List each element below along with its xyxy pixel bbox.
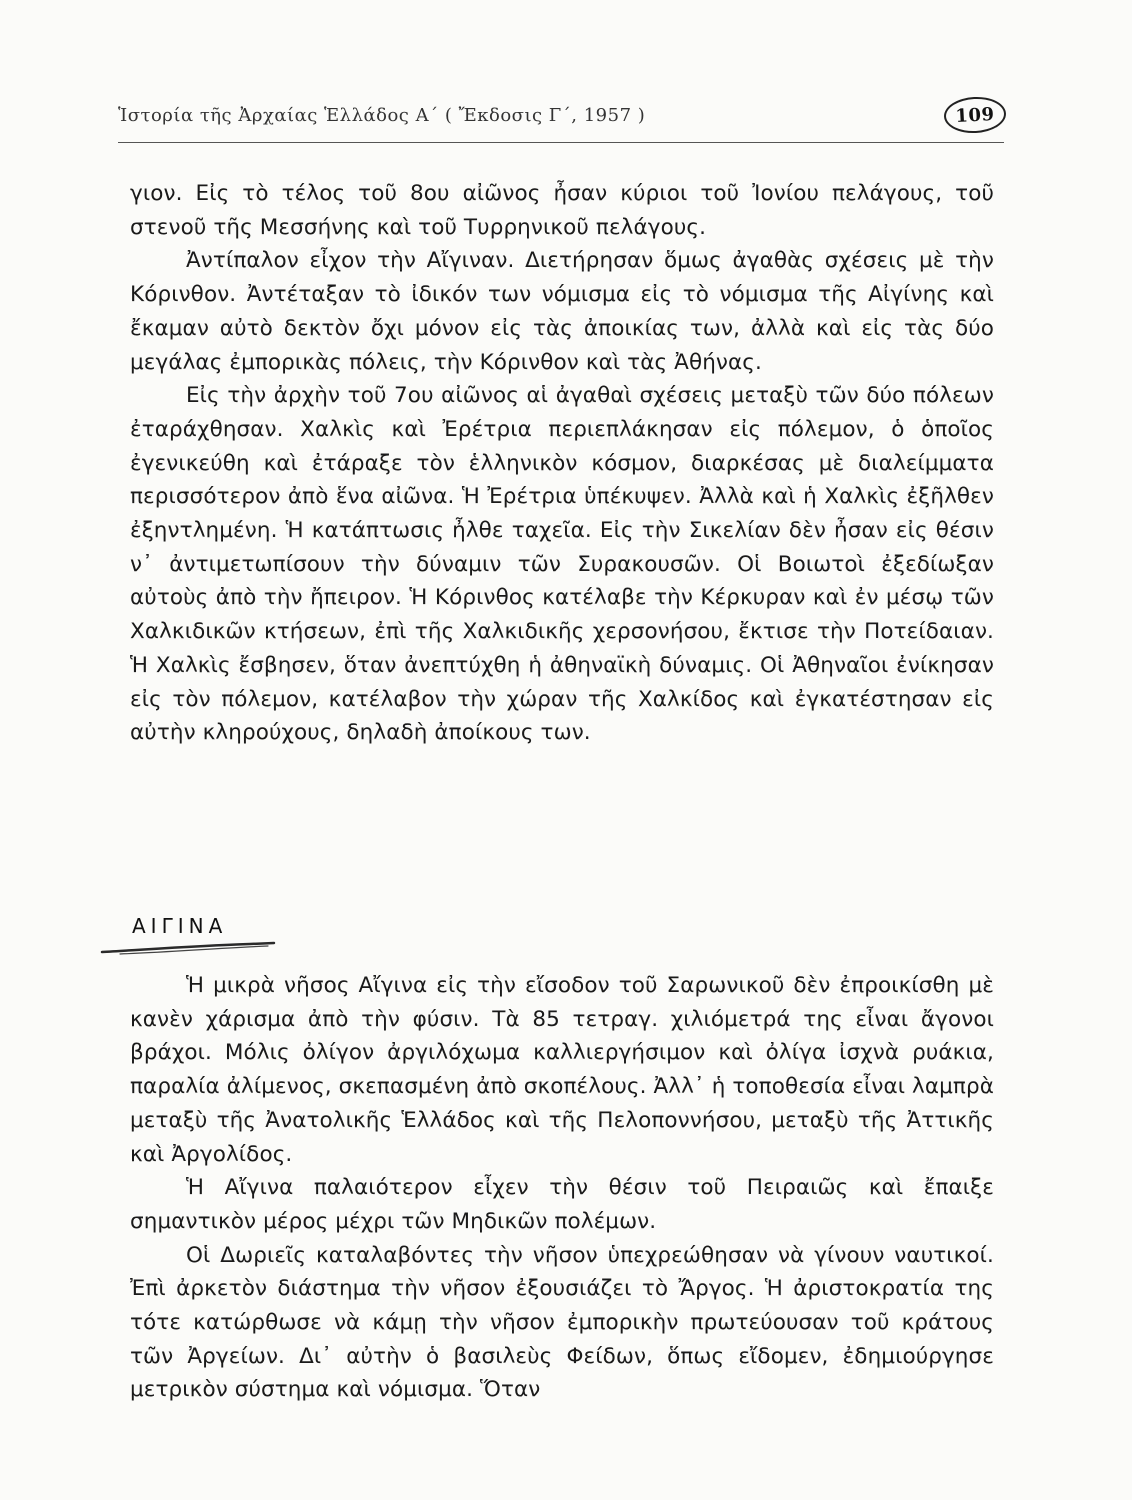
page-number: 109 [943,95,1007,134]
section-aegina [130,969,994,1407]
paragraph: Ἡ μικρὰ νῆσος Αἴγινα εἰς τὴν εἴσοδον τοῦ Σαρωνικοῦ δὲν ἐπροικίσθη μὲ κανὲν χάρισμα ἀπὸ τὴν φύσιν. Τὰ 85 τετραγ. χιλιόμετρά της εἶναι ἄγονοι βράχοι. Μόλις ὀλίγον ἀργιλόχωμα καλλιεργήσιμον καὶ ὀλίγα ἰσχνὰ ρυάκια, παραλία ἀλίμενος, σκεπασμένη ἀπὸ σκοπέλους. Ἀλλ᾽ ἡ τοποθεσία εἶναι λαμπρὰ μεταξὺ τῆς Ἀνατολικῆς Ἑλλάδος καὶ τῆς Πελοποννήσου, μεταξὺ τῆς Ἀττικῆς καὶ Ἀργολίδος. [130,973,994,1167]
header-rule [118,142,1004,143]
paragraph: γιον. Εἰς τὸ τέλος τοῦ 8ου αἰῶνος ἦσαν κύριοι τοῦ Ἰονίου πελάγους, τοῦ στενοῦ τῆς Μεσσήνης καὶ τοῦ Τυρρηνικοῦ πελάγους. [130,181,994,240]
paragraph: Εἰς τὴν ἀρχὴν τοῦ 7ου αἰῶνος αἱ ἀγαθαὶ σχέσεις μεταξὺ τῶν δύο πόλεων ἐταράχθησαν. Χαλκὶς καὶ Ἐρέτρια περιεπλάκησαν εἰς πόλεμον, ὁ ὁποῖος ἐγενικεύθη καὶ ἐτάραξε τὸν ἑλληνικὸν κόσμον, διαρκέσας μὲ διαλείμματα περισσότερον ἀπὸ ἕνα αἰῶνα. Ἡ Ἐρέτρια ὑπέκυψεν. Ἀλλὰ καὶ ἡ Χαλκὶς ἐξῆλθεν ἐξηντλημένη. Ἡ κατάπτωσις ἦλθε ταχεῖα. Εἰς τὴν Σικελίαν δὲν ἦσαν εἰς θέσιν ν᾽ ἀντιμετωπίσουν τὴν δύναμιν τῶν Συρακουσῶν. Οἱ Βοιωτοὶ ἐξεδίωξαν αὐτοὺς ἀπὸ τὴν ἤπειρον. Ἡ Κόρινθος κατέλαβε τὴν Κέρκυραν καὶ ἐν μέσῳ τῶν Χαλκιδικῶν κτήσεων, ἐπὶ τῆς Χαλκιδικῆς χερσονήσου, ἔκτισε τὴν Ποτείδαιαν. Ἡ Χαλκὶς ἔσβησεν, ὅταν ἀνεπτύχθη ἡ ἀθηναϊκὴ δύναμις. Οἱ Ἀθηναῖοι ἐνίκησαν εἰς τὸν πόλεμον, κατέλαβον τὴν χώραν τῆς Χαλκίδος καὶ ἐγκατέστησαν εἰς αὐτὴν κληρούχους, δηλαδὴ ἀποίκους των. [130,383,994,746]
section-continuation [130,177,994,750]
running-header [118,101,1002,131]
header-title: Ἱστορία τῆς Ἀρχαίας Ἑλλάδος Α΄ ( Ἔκδοσις Γ΄, 1957 ) [118,105,646,126]
handwritten-underline [100,938,280,958]
paragraph: Οἱ Δωριεῖς καταλαβόντες τὴν νῆσον ὑπεχρεώθησαν νὰ γίνουν ναυτικοί. Ἐπὶ ἀρκετὸν διάστημα τὴν νῆσον ἐξουσιάζει τὸ Ἄργος. Ἡ ἀριστοκρατία της τότε κατώρθωσε νὰ κάμῃ τὴν νῆσον ἐμπορικὴν πρωτεύουσαν τοῦ κράτους τῶν Ἀργείων. Δι᾽ αὐτὴν ὁ βασιλεὺς Φείδων, ὅπως εἴδομεν, ἐδημιούργησε μετρικὸν σύστημα καὶ νόμισμα. Ὅταν [130,1242,994,1403]
paragraph: Ἀντίπαλον εἶχον τὴν Αἴγιναν. Διετήρησαν ὅμως ἀγαθὰς σχέσεις μὲ τὴν Κόρινθον. Ἀντέταξαν τὸ ἰδικόν των νόμισμα εἰς τὸ νόμισμα τῆς Αἰγίνης καὶ ἔκαμαν αὐτὸ δεκτὸν ὄχι μόνον εἰς τὰς ἀποικίας των, ἀλλὰ καὶ εἰς τὰς δύο μεγάλας ἐμπορικὰς πόλεις, τὴν Κόρινθον καὶ τὰς Ἀθήνας. [130,248,994,375]
paragraph: Ἡ Αἴγινα παλαιότερον εἶχεν τὴν θέσιν τοῦ Πειραιῶς καὶ ἔπαιξε σημαντικὸν μέρος μέχρι τῶν Μηδικῶν πολέμων. [130,1175,994,1234]
section-heading: ΑΙΓΙΝΑ [132,914,228,938]
